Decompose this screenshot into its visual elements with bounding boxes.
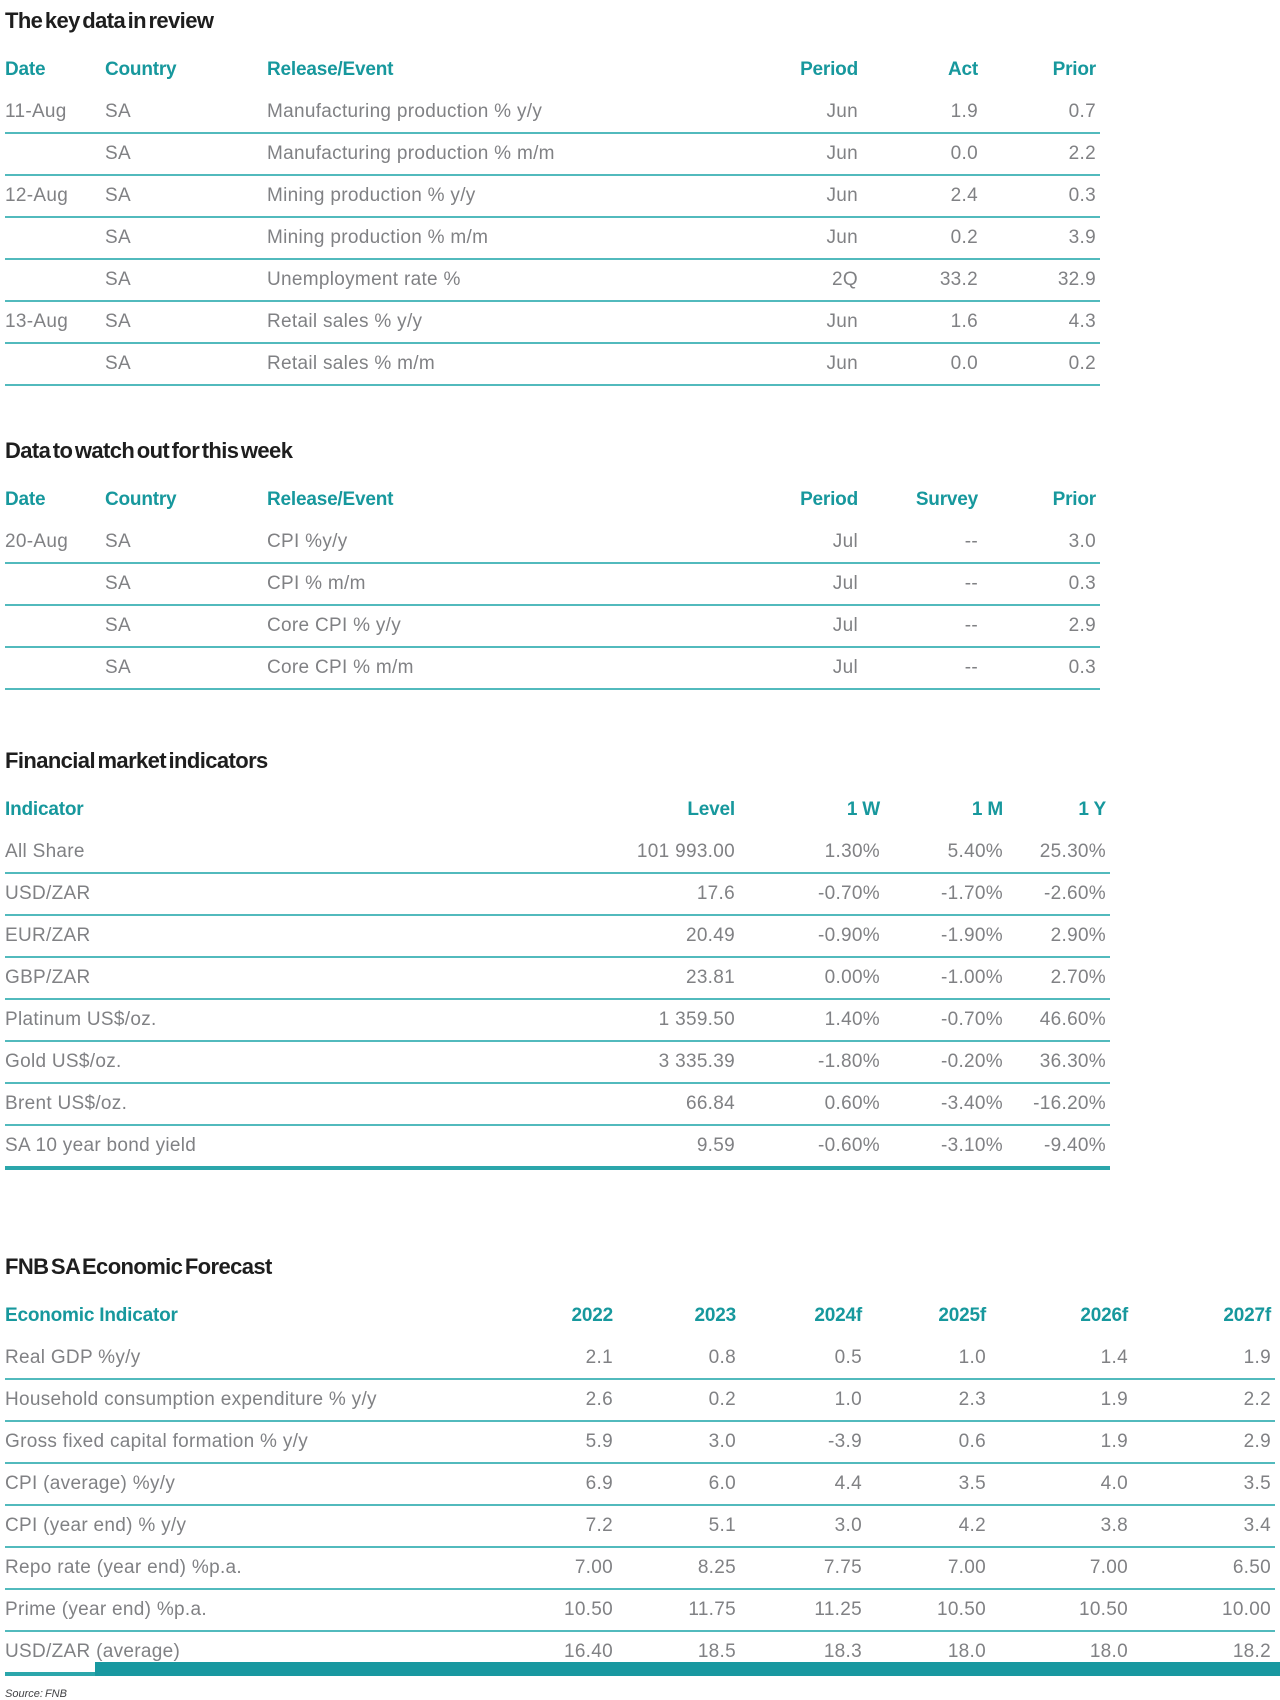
cell: 3 335.39 (385, 1041, 739, 1083)
table-row (5, 1125, 1110, 1168)
table-row (5, 605, 1100, 647)
cell: -3.40% (884, 1083, 1007, 1125)
cell: 6.50 (1132, 1547, 1275, 1589)
column-header: Prior (1052, 59, 1096, 80)
cell: Jun (739, 175, 862, 217)
cell: Jul (739, 522, 862, 563)
cell: 4.0 (990, 1463, 1132, 1505)
table-row (5, 175, 1100, 217)
cell: 5.9 (497, 1421, 617, 1463)
cell: 9.59 (385, 1125, 739, 1168)
cell: 0.2 (982, 343, 1100, 385)
cell: SA (105, 522, 267, 563)
cell: 18.3 (740, 1631, 866, 1674)
cell: -- (862, 605, 982, 647)
column-header: Release/Event (267, 59, 394, 80)
cell: 7.2 (497, 1505, 617, 1547)
cell: SA (105, 92, 267, 133)
cell: 3.0 (617, 1421, 740, 1463)
table-row (5, 1547, 1275, 1589)
cell (5, 563, 105, 605)
table-row (5, 259, 1100, 301)
cell: 2.9 (982, 605, 1100, 647)
cell: 0.0 (862, 343, 982, 385)
cell: Unemployment rate % (267, 259, 739, 301)
column-header: 2022 (571, 1305, 613, 1326)
cell: 33.2 (862, 259, 982, 301)
cell: 5.40% (884, 832, 1007, 873)
cell: Retail sales % y/y (267, 301, 739, 343)
column-header: 1 M (971, 799, 1003, 820)
cell: 1.0 (740, 1379, 866, 1421)
cell: 1.9 (990, 1421, 1132, 1463)
cell: USD/ZAR (average) (5, 1631, 497, 1674)
cell: -0.70% (884, 999, 1007, 1041)
cell: CPI % m/m (267, 563, 739, 605)
section-economic-forecast (5, 1254, 1280, 1676)
cell: -1.00% (884, 957, 1007, 999)
cell: Jun (739, 217, 862, 259)
economic-forecast-table (5, 1294, 1275, 1676)
cell: GBP/ZAR (5, 957, 385, 999)
cell: SA (105, 217, 267, 259)
cell: 18.5 (617, 1631, 740, 1674)
cell: SA (105, 605, 267, 647)
cell: 6.9 (497, 1463, 617, 1505)
cell: Real GDP %y/y (5, 1338, 497, 1379)
cell: Jun (739, 133, 862, 175)
cell: SA (105, 343, 267, 385)
cell: Household consumption expenditure % y/y (5, 1379, 497, 1421)
table-row (5, 915, 1110, 957)
cell: All Share (5, 832, 385, 873)
cell: Gold US$/oz. (5, 1041, 385, 1083)
cell: Gross fixed capital formation % y/y (5, 1421, 497, 1463)
cell: 1.9 (990, 1379, 1132, 1421)
section-financial-market-indicators (5, 748, 1280, 1170)
cell: CPI (year end) % y/y (5, 1505, 497, 1547)
column-header: Indicator (5, 799, 84, 820)
cell: 4.3 (982, 301, 1100, 343)
cell: 1.0 (866, 1338, 990, 1379)
cell: 66.84 (385, 1083, 739, 1125)
cell: 13-Aug (5, 301, 105, 343)
cell: Jun (739, 301, 862, 343)
column-header: Release/Event (267, 489, 394, 510)
table-row (5, 1505, 1275, 1547)
cell: SA (105, 647, 267, 689)
cell: 1.9 (1132, 1338, 1275, 1379)
table-row (5, 1379, 1275, 1421)
cell: 16.40 (497, 1631, 617, 1674)
cell: -9.40% (1007, 1125, 1110, 1168)
cell: 1.9 (862, 92, 982, 133)
cell: 0.2 (617, 1379, 740, 1421)
table-row (5, 832, 1110, 873)
cell: 4.2 (866, 1505, 990, 1547)
column-header: 1 W (846, 799, 880, 820)
financial-market-indicators-table (5, 788, 1110, 1170)
cell: 3.5 (866, 1463, 990, 1505)
footer-accent-bar (95, 1662, 1280, 1676)
cell: 0.6 (866, 1421, 990, 1463)
cell: 7.75 (740, 1547, 866, 1589)
cell: 46.60% (1007, 999, 1110, 1041)
cell: SA (105, 563, 267, 605)
cell: Jul (739, 563, 862, 605)
cell: 0.60% (739, 1083, 884, 1125)
header-row (5, 788, 1110, 832)
cell: 32.9 (982, 259, 1100, 301)
table-row (5, 92, 1100, 133)
cell: 7.00 (497, 1547, 617, 1589)
cell: -3.10% (884, 1125, 1007, 1168)
cell: Core CPI % y/y (267, 605, 739, 647)
column-header: Prior (1052, 489, 1096, 510)
cell: SA (105, 301, 267, 343)
cell: 11-Aug (5, 92, 105, 133)
cell (5, 647, 105, 689)
section-title-data-to-watch: Data to watch out for this week (5, 438, 293, 463)
cell: 12-Aug (5, 175, 105, 217)
cell: -0.60% (739, 1125, 884, 1168)
cell: 20.49 (385, 915, 739, 957)
cell: Mining production % m/m (267, 217, 739, 259)
cell: -- (862, 563, 982, 605)
cell: 6.0 (617, 1463, 740, 1505)
cell: 3.9 (982, 217, 1100, 259)
column-header: Act (947, 59, 978, 80)
cell: -- (862, 647, 982, 689)
cell: Prime (year end) %p.a. (5, 1589, 497, 1631)
cell: Manufacturing production % y/y (267, 92, 739, 133)
cell: -3.9 (740, 1421, 866, 1463)
cell (5, 343, 105, 385)
table-row (5, 1589, 1275, 1631)
column-header: 2025f (938, 1305, 986, 1326)
cell: -0.90% (739, 915, 884, 957)
column-header: 2023 (694, 1305, 736, 1326)
cell: -16.20% (1007, 1083, 1110, 1125)
section-title-financial-market-indicators: Financial market indicators (5, 748, 268, 773)
cell: 10.50 (866, 1589, 990, 1631)
cell: 0.3 (982, 647, 1100, 689)
cell: Repo rate (year end) %p.a. (5, 1547, 497, 1589)
section-key-data (5, 8, 1280, 386)
cell: 10.50 (497, 1589, 617, 1631)
cell: 2.2 (1132, 1379, 1275, 1421)
column-header: Country (105, 59, 177, 80)
column-header: 2026f (1080, 1305, 1128, 1326)
cell: Jul (739, 605, 862, 647)
column-header: Country (105, 489, 177, 510)
cell: 1.4 (990, 1338, 1132, 1379)
cell: 5.1 (617, 1505, 740, 1547)
cell: 0.7 (982, 92, 1100, 133)
table-row (5, 522, 1100, 563)
cell: 3.5 (1132, 1463, 1275, 1505)
table-row (5, 1041, 1110, 1083)
cell: SA (105, 133, 267, 175)
cell: -1.90% (884, 915, 1007, 957)
cell: 2.1 (497, 1338, 617, 1379)
cell: 0.3 (982, 563, 1100, 605)
cell: 7.00 (866, 1547, 990, 1589)
cell: Jul (739, 647, 862, 689)
cell: 1.40% (739, 999, 884, 1041)
cell: CPI %y/y (267, 522, 739, 563)
cell: 2.4 (862, 175, 982, 217)
table-row (5, 873, 1110, 915)
cell: 3.0 (982, 522, 1100, 563)
cell: 3.0 (740, 1505, 866, 1547)
cell: 18.2 (1132, 1631, 1275, 1674)
cell: Mining production % y/y (267, 175, 739, 217)
cell: 101 993.00 (385, 832, 739, 873)
cell: 1 359.50 (385, 999, 739, 1041)
source-note: Source: FNB (5, 1688, 67, 1700)
cell: -1.70% (884, 873, 1007, 915)
column-header: 1 Y (1078, 799, 1106, 820)
cell: 17.6 (385, 873, 739, 915)
cell: 0.0 (862, 133, 982, 175)
column-header: Economic Indicator (5, 1305, 178, 1326)
cell: 0.8 (617, 1338, 740, 1379)
cell: 20-Aug (5, 522, 105, 563)
cell: 7.00 (990, 1547, 1132, 1589)
table-row (5, 563, 1100, 605)
table-row (5, 1338, 1275, 1379)
table-row (5, 999, 1110, 1041)
cell: 2.6 (497, 1379, 617, 1421)
column-header: Level (687, 799, 735, 820)
cell: 4.4 (740, 1463, 866, 1505)
key-data-table (5, 48, 1100, 386)
cell: 18.0 (990, 1631, 1132, 1674)
cell: 2.3 (866, 1379, 990, 1421)
section-data-to-watch (5, 438, 1280, 690)
cell: Manufacturing production % m/m (267, 133, 739, 175)
cell: Core CPI % m/m (267, 647, 739, 689)
cell: -0.70% (739, 873, 884, 915)
cell: 2.2 (982, 133, 1100, 175)
cell: 18.0 (866, 1631, 990, 1674)
column-header: Period (800, 59, 858, 80)
cell: 11.25 (740, 1589, 866, 1631)
cell: SA (105, 175, 267, 217)
cell: 25.30% (1007, 832, 1110, 873)
table-row (5, 1083, 1110, 1125)
table-row (5, 343, 1100, 385)
cell: 10.00 (1132, 1589, 1275, 1631)
cell: Retail sales % m/m (267, 343, 739, 385)
cell (5, 133, 105, 175)
table-row (5, 957, 1110, 999)
cell: 1.30% (739, 832, 884, 873)
cell: SA 10 year bond yield (5, 1125, 385, 1168)
cell: SA (105, 259, 267, 301)
column-header: Date (5, 489, 46, 510)
cell: -- (862, 522, 982, 563)
cell: 11.75 (617, 1589, 740, 1631)
cell: 2Q (739, 259, 862, 301)
table-row (5, 1463, 1275, 1505)
cell: 0.3 (982, 175, 1100, 217)
header-row (5, 1294, 1275, 1338)
table-row (5, 301, 1100, 343)
section-title-key-data: The key data in review (5, 8, 214, 33)
cell: Jun (739, 343, 862, 385)
cell: 2.9 (1132, 1421, 1275, 1463)
cell: Platinum US$/oz. (5, 999, 385, 1041)
cell: 3.8 (990, 1505, 1132, 1547)
cell: 3.4 (1132, 1505, 1275, 1547)
cell: 2.90% (1007, 915, 1110, 957)
table-row (5, 217, 1100, 259)
cell: CPI (average) %y/y (5, 1463, 497, 1505)
data-to-watch-table (5, 478, 1100, 690)
column-header: Survey (915, 489, 978, 510)
table-row (5, 133, 1100, 175)
cell: 36.30% (1007, 1041, 1110, 1083)
section-title-economic-forecast: FNB SA Economic Forecast (5, 1254, 272, 1279)
cell: EUR/ZAR (5, 915, 385, 957)
cell: 0.5 (740, 1338, 866, 1379)
cell (5, 259, 105, 301)
cell: -0.20% (884, 1041, 1007, 1083)
cell: -2.60% (1007, 873, 1110, 915)
table-row (5, 1421, 1275, 1463)
cell: Jun (739, 92, 862, 133)
cell: 8.25 (617, 1547, 740, 1589)
column-header: Date (5, 59, 46, 80)
cell: 0.00% (739, 957, 884, 999)
column-header: Period (800, 489, 858, 510)
cell: 0.2 (862, 217, 982, 259)
cell: 23.81 (385, 957, 739, 999)
cell: Brent US$/oz. (5, 1083, 385, 1125)
header-row (5, 478, 1100, 522)
cell (5, 217, 105, 259)
column-header: 2027f (1223, 1305, 1271, 1326)
table-row (5, 647, 1100, 689)
cell: 2.70% (1007, 957, 1110, 999)
cell: 10.50 (990, 1589, 1132, 1631)
header-row (5, 48, 1100, 92)
cell: 1.6 (862, 301, 982, 343)
column-header: 2024f (814, 1305, 862, 1326)
cell: -1.80% (739, 1041, 884, 1083)
cell: USD/ZAR (5, 873, 385, 915)
cell (5, 605, 105, 647)
